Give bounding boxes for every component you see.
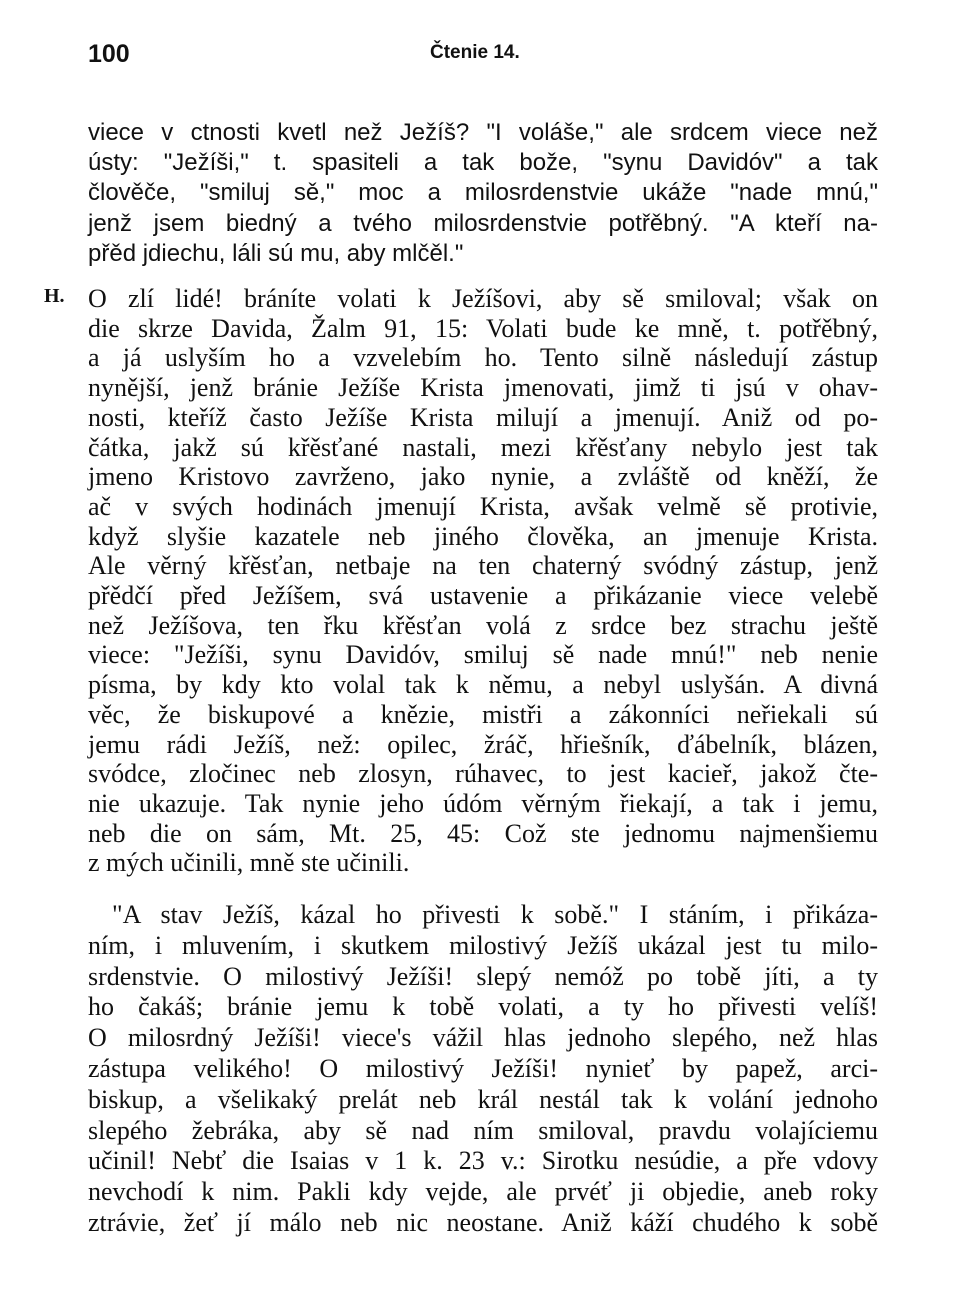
text-line: neb die on sám, Mt. 25, 45: Což ste jednomu najmenšiemu: [88, 818, 878, 848]
text-line: přěd jdiechu, láli sú mu, aby mlčěl.": [88, 239, 464, 267]
text-line: jemu rádi Ježíš, než: opilec, žráč, hřiešník, ďábelník, blázen,: [88, 729, 878, 759]
text-line: učinil! Nebť die Isaias v 1 k. 23 v.: Sirotku nesúdie, a pře vdovy: [88, 1146, 878, 1176]
text-line: člověče, "smiluj sě," moc a milosrdenstvie ukáže "nade mnú,": [88, 179, 878, 207]
text-line: jmeno Kristovo zavrženo, jako nynie, a zvláště od kněží, že: [88, 462, 878, 492]
text-line: písma, by kdy kto volal tak k němu, a nebyl uslyšán. A divná: [88, 670, 878, 700]
text-line: zástupa velikého! O milostivý Ježíši! nynieť by papež, arci-: [88, 1053, 878, 1083]
text-line: nie ukazuje. Tak nynie jeho údóm věrným řiekají, a tak i jemu,: [88, 788, 878, 818]
text-line: ústy: "Ježíši," t. spasiteli a tak bože, "synu Davidóv" a tak: [88, 149, 878, 177]
text-line: čátka, jakž sú křěsťané nastali, mezi křěsťany nebylo jest tak: [88, 432, 878, 462]
text-line: viece v ctnosti kvetl než Ježíš? "I voláše," ale srdcem viece než: [88, 119, 878, 146]
running-title: Čtenie 14.: [430, 42, 520, 63]
text-line: nynější, jenž bránie Ježíše Krista jmenovati, jimž ti jsú v ohav-: [88, 373, 878, 403]
text-line: nevchodí k nim. Pakli kdy vejde, ale prvéť ji objedie, aneb roky: [88, 1177, 878, 1207]
text-line: jenž jsem biedný a tvého milosrdenstvie potřěbný. "A kteří na-: [88, 209, 878, 237]
text-line: viece: "Ježíši, synu Davidóv, smiluj sě nade mnú!" neb nenie: [88, 640, 878, 670]
text-line: slepého žebráka, aby sě nad ním smiloval, pravdu volajíciemu: [88, 1115, 878, 1145]
text-line: "A stav Ježíš, kázal ho přivesti k sobě." I stáním, i přikáza-: [112, 900, 878, 929]
text-line: biskup, a všelikaký prelát neb král nestál tak k volání jednoho: [88, 1084, 878, 1114]
text-line: die skrze Davida, Žalm 91, 15: Volati bude ke mně, t. potřěbný,: [88, 313, 878, 343]
text-line: nosti, kteříž často Ježíše Krista milují a jmenují. Aniž od po-: [88, 402, 878, 432]
text-line: ač v svých hodinách jmenují Krista, avšak velmě sě protivie,: [88, 491, 878, 521]
text-line: ho čakáš; bránie jemu k tobě volati, a ty ho přivesti velíš!: [88, 992, 878, 1022]
paragraph-1: [88, 118, 878, 269]
text-line: Ale věrný křěsťan, netbaje na ten chaterný svódný zástup, jenž: [88, 551, 878, 581]
text-line: přědčí před Ježíšem, svá ustavenie a přikázanie viece velebě: [88, 581, 878, 611]
page-header: [88, 40, 878, 80]
text-line: srdenstvie. O milostivý Ježíši! slepý nemóž po tobě jíti, a ty: [88, 961, 878, 991]
text-line: O milosrdný Ježíši! viece's vážil hlas jednoho slepého, než hlas: [88, 1023, 878, 1053]
text-line: když slyšie kazatele neb jiného člověka, an jmenuje Krista.: [88, 521, 878, 551]
text-line: ztrávie, žeť jí málo neb nic neostane. Aniž káží chudého k sobě: [88, 1207, 878, 1237]
text-line: O zlí lidé! bráníte volati k Ježíšovi, aby sě smiloval; však on: [88, 284, 878, 313]
text-line: než Ježíšova, ten řku křěsťan volá z srdce bez strachu ještě: [88, 610, 878, 640]
paragraph-3: [88, 900, 878, 1239]
paragraph-2: [88, 284, 878, 878]
text-line: z mých učinili, mně ste učinili.: [88, 848, 410, 878]
text-line: a já uslyším ho a vzvelebím ho. Tento silně následují zástup: [88, 343, 878, 373]
margin-mark: H.: [44, 285, 65, 307]
page-number: 100: [88, 40, 130, 68]
text-line: věc, že biskupové a knězie, mistři a zákonníci neřiekali sú: [88, 699, 878, 729]
text-line: ním, i mluvením, i skutkem milostivý Ježíš ukázal jest tu milo-: [88, 930, 878, 960]
text-line: svódce, zločinec neb zlosyn, rúhavec, to jest kacieř, jakož čte-: [88, 759, 878, 789]
